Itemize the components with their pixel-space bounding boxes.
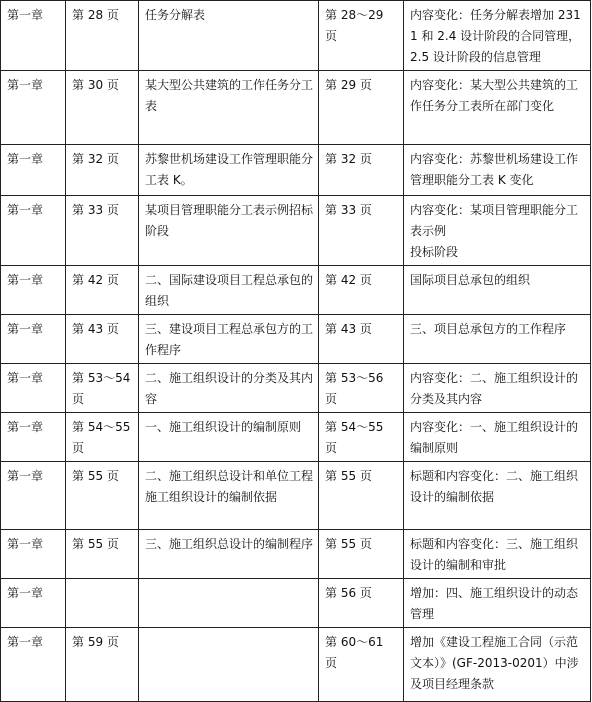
old-page-cell: 第 59 页 — [66, 628, 139, 702]
old-content-cell: 某项目管理职能分工表示例招标阶段 — [139, 196, 319, 266]
chapter-cell: 第一章 — [1, 266, 66, 315]
table-row — [1, 530, 591, 579]
change-description-cell: 内容变化：苏黎世机场建设工作管理职能分工表 K 变化 — [404, 145, 591, 196]
change-description-cell: 增加《建设工程施工合同（示范文本）》(GF-2013-0201）中涉及项目经理条款 — [404, 628, 591, 702]
table-row — [1, 364, 591, 413]
old-content-cell — [139, 628, 319, 702]
old-content-cell: 三、施工组织总设计的编制程序 — [139, 530, 319, 579]
old-page-cell: 第 43 页 — [66, 315, 139, 364]
table-row — [1, 266, 591, 315]
table-row — [1, 462, 591, 530]
new-page-cell: 第 60～61 页 — [319, 628, 404, 702]
change-description-cell: 内容变化：某大型公共建筑的工作任务分工表所在部门变化 — [404, 71, 591, 145]
new-page-cell: 第 28～29 页 — [319, 1, 404, 71]
old-page-cell: 第 54～55 页 — [66, 413, 139, 462]
new-page-cell: 第 32 页 — [319, 145, 404, 196]
old-page-cell — [66, 579, 139, 628]
table-row — [1, 145, 591, 196]
new-page-cell: 第 43 页 — [319, 315, 404, 364]
change-description-cell: 内容变化：任务分解表增加 2311 和 2.4 设计阶段的合同管理，2.5 设计阶段的信息管理 — [404, 1, 591, 71]
old-content-cell: 三、建设项目工程总承包方的工作程序 — [139, 315, 319, 364]
chapter-cell: 第一章 — [1, 413, 66, 462]
change-description-cell: 增加：四、施工组织设计的动态管理 — [404, 579, 591, 628]
change-description-cell: 三、项目总承包方的工作程序 — [404, 315, 591, 364]
old-content-cell: 二、国际建设项目工程总承包的组织 — [139, 266, 319, 315]
chapter-cell: 第一章 — [1, 530, 66, 579]
new-page-cell: 第 56 页 — [319, 579, 404, 628]
chapter-cell: 第一章 — [1, 462, 66, 530]
old-page-cell: 第 55 页 — [66, 530, 139, 579]
change-description-cell: 内容变化：某项目管理职能分工表示例 投标阶段 — [404, 196, 591, 266]
old-content-cell: 某大型公共建筑的工作任务分工表 — [139, 71, 319, 145]
new-page-cell: 第 29 页 — [319, 71, 404, 145]
change-description-cell: 内容变化：一、施工组织设计的编制原则 — [404, 413, 591, 462]
chapter-cell: 第一章 — [1, 364, 66, 413]
change-description-cell: 内容变化：二、施工组织设计的分类及其内容 — [404, 364, 591, 413]
chapter-cell: 第一章 — [1, 71, 66, 145]
table-row — [1, 628, 591, 702]
old-content-cell: 任务分解表 — [139, 1, 319, 71]
old-page-cell: 第 53～54 页 — [66, 364, 139, 413]
new-page-cell: 第 42 页 — [319, 266, 404, 315]
old-content-cell: 一、施工组织设计的编制原则 — [139, 413, 319, 462]
chapter-cell: 第一章 — [1, 315, 66, 364]
new-page-cell: 第 54～55 页 — [319, 413, 404, 462]
old-content-cell: 苏黎世机场建设工作管理职能分工表 K。 — [139, 145, 319, 196]
change-description-cell: 标题和内容变化：三、施工组织设计的编制和审批 — [404, 530, 591, 579]
chapter-cell: 第一章 — [1, 145, 66, 196]
table-row — [1, 1, 591, 71]
old-content-cell: 二、施工组织设计的分类及其内容 — [139, 364, 319, 413]
change-description-cell: 标题和内容变化：二、施工组织设计的编制依据 — [404, 462, 591, 530]
table-row — [1, 413, 591, 462]
old-page-cell: 第 30 页 — [66, 71, 139, 145]
old-page-cell: 第 28 页 — [66, 1, 139, 71]
old-content-cell: 二、施工组织总设计和单位工程施工组织设计的编制依据 — [139, 462, 319, 530]
table-row — [1, 315, 591, 364]
new-page-cell: 第 55 页 — [319, 462, 404, 530]
table-row — [1, 196, 591, 266]
old-content-cell — [139, 579, 319, 628]
change-description-cell: 国际项目总承包的组织 — [404, 266, 591, 315]
new-page-cell: 第 55 页 — [319, 530, 404, 579]
chapter-cell: 第一章 — [1, 628, 66, 702]
new-page-cell: 第 33 页 — [319, 196, 404, 266]
table-row — [1, 71, 591, 145]
old-page-cell: 第 42 页 — [66, 266, 139, 315]
old-page-cell: 第 55 页 — [66, 462, 139, 530]
chapter-cell: 第一章 — [1, 1, 66, 71]
chapter-cell: 第一章 — [1, 196, 66, 266]
table-body — [1, 1, 591, 702]
chapter-cell: 第一章 — [1, 579, 66, 628]
new-page-cell: 第 53～56 页 — [319, 364, 404, 413]
table-row — [1, 579, 591, 628]
old-page-cell: 第 32 页 — [66, 145, 139, 196]
old-page-cell: 第 33 页 — [66, 196, 139, 266]
